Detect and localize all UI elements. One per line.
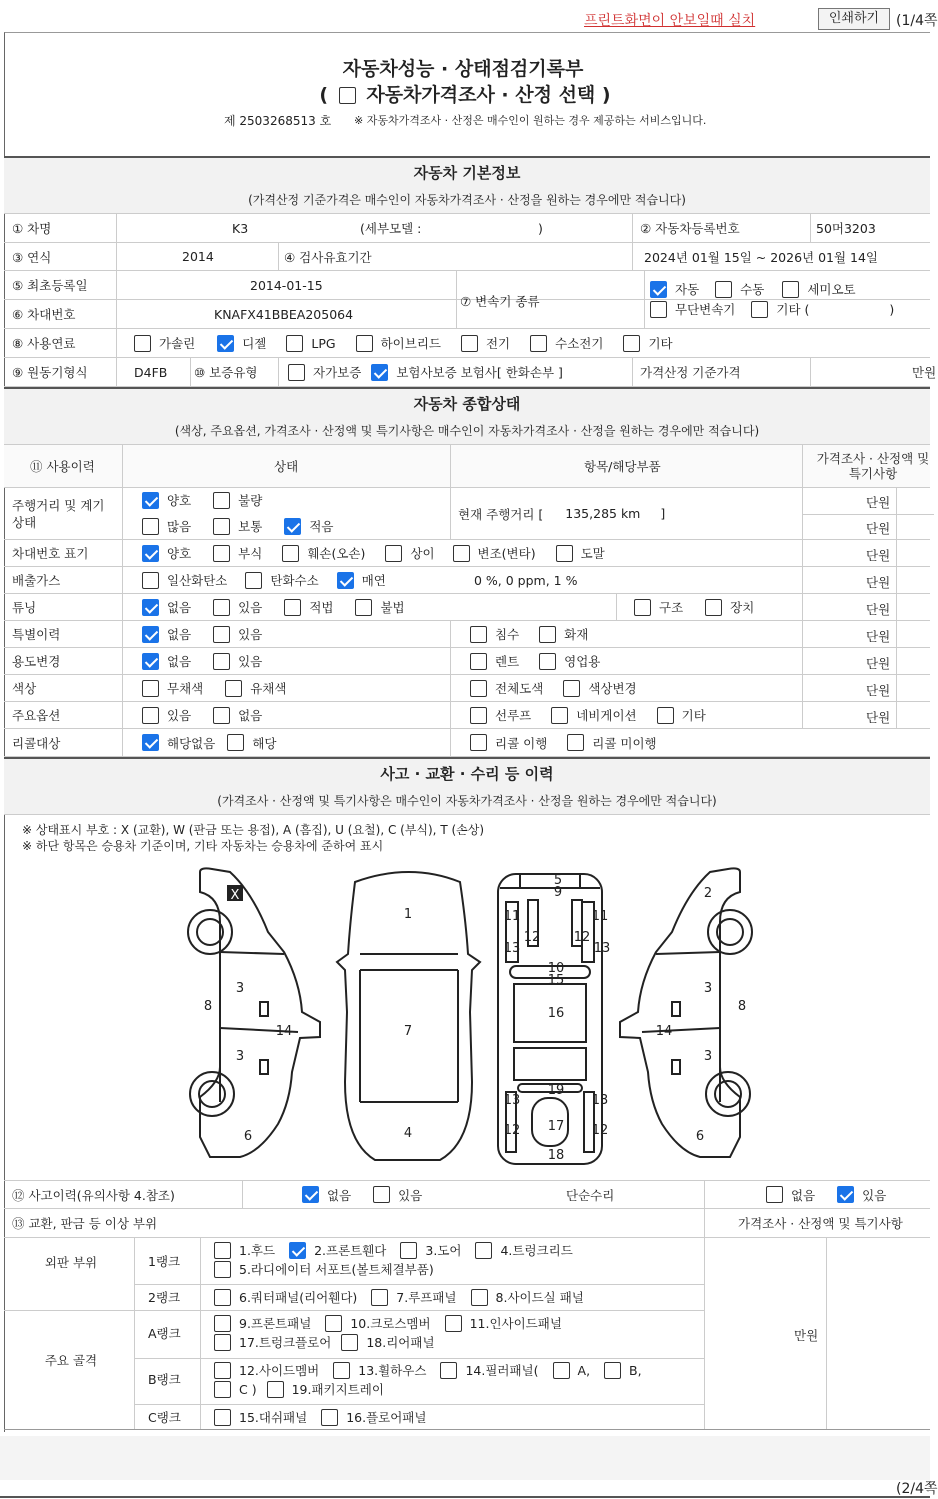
part-hood-checkbox[interactable] bbox=[214, 1242, 231, 1259]
fuel-hydrogen-checkbox[interactable] bbox=[530, 335, 547, 352]
basic-info-header: 자동차 기본정보 (가격산정 기준가격은 매수인이 자동차가격조사 · 산정을 원하는 경우에만 적습니다) bbox=[4, 156, 930, 214]
trans-auto-checkbox[interactable] bbox=[650, 281, 667, 298]
parts-header-row: ⑬ 교환, 판금 등 이상 부위 가격조사 · 산정액 및 특기사항 bbox=[4, 1209, 930, 1238]
next-page-indicator: (2/4쪽 bbox=[896, 1481, 938, 1497]
color-change-checkbox[interactable] bbox=[563, 680, 580, 697]
part-front-panel-checkbox[interactable] bbox=[214, 1315, 231, 1332]
svg-text:13: 13 bbox=[503, 941, 521, 956]
part-dash-panel-checkbox[interactable] bbox=[214, 1409, 231, 1426]
svg-text:15: 15 bbox=[547, 973, 565, 988]
emission-values: 0 %, 0 ppm, 1 % bbox=[474, 572, 578, 588]
part-door-checkbox[interactable] bbox=[400, 1242, 417, 1259]
tuning-yes-checkbox[interactable] bbox=[213, 599, 230, 616]
svg-text:11: 11 bbox=[503, 909, 521, 924]
svg-text:8: 8 bbox=[737, 999, 747, 1014]
option-yes-checkbox[interactable] bbox=[142, 707, 159, 724]
doc-title: 자동차성능 · 상태점검기록부 bbox=[342, 58, 584, 80]
parts-price-unit: 만원 bbox=[794, 1328, 819, 1343]
svg-text:6: 6 bbox=[243, 1129, 253, 1144]
mileage-low-checkbox[interactable] bbox=[284, 518, 301, 535]
basic-row-name: ① 차명 K3 (세부모델 : ) ② 자동차등록번호 50머3203 bbox=[4, 214, 930, 243]
model-year: 2014 bbox=[182, 249, 214, 264]
legend-line-2: ※ 하단 항목은 승용차 기준이며, 기타 자동차는 승용차에 준하여 표시 bbox=[22, 839, 384, 853]
purpose-rent-checkbox[interactable] bbox=[470, 653, 487, 670]
fuel-other-checkbox[interactable] bbox=[623, 335, 640, 352]
part-radiator-support-checkbox[interactable] bbox=[214, 1261, 231, 1278]
accident-none-checkbox[interactable] bbox=[302, 1186, 319, 1203]
page-gap bbox=[0, 1436, 930, 1480]
trans-cvt-checkbox[interactable] bbox=[650, 301, 667, 318]
tuning-device-checkbox[interactable] bbox=[705, 599, 722, 616]
svg-text:10: 10 bbox=[547, 961, 565, 976]
warranty-self-checkbox[interactable] bbox=[288, 364, 305, 381]
vin-altered-checkbox[interactable] bbox=[453, 545, 470, 562]
special-yes-checkbox[interactable] bbox=[213, 626, 230, 643]
svg-text:3: 3 bbox=[235, 981, 245, 996]
part-wheel-house-checkbox[interactable] bbox=[333, 1362, 350, 1379]
svg-text:1: 1 bbox=[403, 907, 413, 922]
recall-yes-checkbox[interactable] bbox=[227, 734, 244, 751]
gas-smoke-checkbox[interactable] bbox=[337, 572, 354, 589]
svg-text:14: 14 bbox=[655, 1024, 673, 1039]
vin-number: KNAFX41BBEA205064 bbox=[214, 306, 354, 322]
top-bar bbox=[0, 0, 938, 34]
simple-repair-yes-checkbox[interactable] bbox=[837, 1186, 854, 1203]
warranty-insurance-checkbox[interactable] bbox=[371, 364, 388, 381]
recall-done-checkbox[interactable] bbox=[470, 734, 487, 751]
part-pillar-panel-checkbox[interactable] bbox=[440, 1362, 457, 1379]
color-full-paint-checkbox[interactable] bbox=[470, 680, 487, 697]
gas-co-checkbox[interactable] bbox=[142, 572, 159, 589]
svg-text:19: 19 bbox=[547, 1083, 565, 1098]
part-trunk-lid-checkbox[interactable] bbox=[475, 1242, 492, 1259]
legend-line-1: ※ 상태표시 부호 : X (교환), W (판금 또는 용접), A (흠집), U (요철), C (부식), T (손상) bbox=[22, 823, 485, 837]
svg-text:X: X bbox=[230, 888, 240, 903]
purpose-yes-checkbox[interactable] bbox=[213, 653, 230, 670]
fuel-diesel-checkbox[interactable] bbox=[217, 335, 234, 352]
part-floor-panel-checkbox[interactable] bbox=[321, 1409, 338, 1426]
accident-header: 사고 · 교환 · 수리 등 이력 (가격조사 · 산정액 및 특기사항은 매수인이 자동차가격조사 · 산정을 원하는 경우에만 적습니다) bbox=[4, 757, 930, 815]
vin-good-checkbox[interactable] bbox=[142, 545, 159, 562]
part-package-tray-checkbox[interactable] bbox=[267, 1381, 284, 1398]
special-history-row: 특별이력 없음 있음 침수 화재 단원 bbox=[4, 621, 930, 648]
mileage-row: 주행거리 및 계기상태 양호 불량 많음 보통 적음 현재 주행거리 [ 135,285 km ] 단원 단원 bbox=[4, 488, 930, 540]
page-indicator: (1/4쪽 bbox=[896, 13, 938, 29]
svg-text:12: 12 bbox=[591, 1123, 609, 1138]
transmission-label: ⑦ 변속기 종류 bbox=[460, 294, 540, 309]
doc-number: 제 2503268513 호 bbox=[224, 114, 332, 128]
color-row: 색상 무채색 유채색 전체도색 색상변경 단원 bbox=[4, 675, 930, 702]
part-side-sill-checkbox[interactable] bbox=[471, 1289, 488, 1306]
print-help-link[interactable]: 프린트화면이 안보일때 실치 bbox=[584, 13, 756, 29]
basic-row-engine: ⑨ 원동기형식 D4FB ⑩ 보증유형 자가보증 보험사보증 보험사[ 한화손부 ] 가격산정 기준가격 만원 bbox=[4, 358, 930, 387]
mileage-good-checkbox[interactable] bbox=[142, 492, 159, 509]
fuel-electric-checkbox[interactable] bbox=[461, 335, 478, 352]
svg-text:3: 3 bbox=[703, 981, 713, 996]
doc-subtitle: ( 자동차가격조사 · 산정 선택 ) bbox=[319, 84, 611, 106]
subtitle-text: 자동차가격조사 · 산정 선택 bbox=[366, 84, 596, 106]
color-achromatic-checkbox[interactable] bbox=[142, 680, 159, 697]
doc-notice: ※ 자동차가격조사 · 산정은 매수인이 원하는 경우 제공하는 서비스입니다. bbox=[354, 114, 707, 127]
svg-text:6: 6 bbox=[695, 1129, 705, 1144]
print-button[interactable]: 인쇄하기 bbox=[818, 8, 890, 30]
special-none-checkbox[interactable] bbox=[142, 626, 159, 643]
vin-painted-checkbox[interactable] bbox=[556, 545, 573, 562]
basic-row-vin: ⑥ 차대번호 KNAFX41BBEA205064 bbox=[4, 300, 930, 329]
engine-type: D4FB bbox=[134, 364, 168, 380]
first-registration: 2014-01-15 bbox=[250, 277, 323, 293]
svg-text:5: 5 bbox=[553, 873, 563, 888]
part-rear-panel-checkbox[interactable] bbox=[341, 1334, 358, 1351]
gas-hc-checkbox[interactable] bbox=[245, 572, 262, 589]
part-pillar-b-checkbox[interactable] bbox=[604, 1362, 621, 1379]
svg-text:3: 3 bbox=[703, 1049, 713, 1064]
svg-text:12: 12 bbox=[573, 930, 591, 945]
svg-text:13: 13 bbox=[593, 941, 611, 956]
inspection-validity: 2024년 01월 15일 ~ 2026년 01월 14일 bbox=[644, 249, 879, 265]
svg-text:14: 14 bbox=[275, 1024, 293, 1039]
part-trunk-floor-checkbox[interactable] bbox=[214, 1334, 231, 1351]
color-chromatic-checkbox[interactable] bbox=[225, 680, 242, 697]
svg-text:8: 8 bbox=[203, 999, 213, 1014]
part-inside-panel-checkbox[interactable] bbox=[445, 1315, 462, 1332]
basic-row-year: ③ 연식 2014 ④ 검사유효기간 2024년 01월 15일 ~ 2026년 01월 14일 bbox=[4, 243, 930, 271]
svg-text:13: 13 bbox=[503, 1093, 521, 1108]
vin-mark-row: 차대번호 표기 양호 부식 훼손(오손) 상이 변조(변타) 도말 단원 bbox=[4, 540, 930, 567]
part-quarter-panel-checkbox[interactable] bbox=[214, 1289, 231, 1306]
emission-row: 배출가스 일산화탄소 탄화수소 매연 0 %, 0 ppm, 1 % 단원 bbox=[4, 567, 930, 594]
option-no-checkbox[interactable] bbox=[213, 707, 230, 724]
overall-status-header: 자동차 종합상태 (색상, 주요옵션, 가격조사 · 산정액 및 특기사항은 매수인이 자동차가격조사 · 산정을 원하는 경우에만 적습니다) bbox=[4, 387, 930, 445]
svg-text:18: 18 bbox=[547, 1148, 565, 1163]
vin-corrosion-checkbox[interactable] bbox=[213, 545, 230, 562]
fuel-gasoline-checkbox[interactable] bbox=[134, 335, 151, 352]
svg-text:3: 3 bbox=[235, 1049, 245, 1064]
svg-text:13: 13 bbox=[591, 1093, 609, 1108]
mileage-normal-checkbox[interactable] bbox=[213, 518, 230, 535]
car-name: K3 bbox=[232, 220, 249, 236]
fuel-lpg-checkbox[interactable] bbox=[286, 335, 303, 352]
part-pillar-c-checkbox[interactable] bbox=[214, 1381, 231, 1398]
accident-history-row: ⑫ 사고이력(유의사항 4.참조) 없음 있음 단순수리 없음 있음 bbox=[4, 1180, 930, 1209]
part-cross-member-checkbox[interactable] bbox=[325, 1315, 342, 1332]
reg-number: 50머3203 bbox=[816, 221, 876, 236]
vin-damage-checkbox[interactable] bbox=[282, 545, 299, 562]
car-right-side-view bbox=[620, 868, 752, 1157]
fuel-hybrid-checkbox[interactable] bbox=[356, 335, 373, 352]
transmission-row1: 자동 수동 세미오토 bbox=[650, 280, 856, 298]
recall-row: 리콜대상 해당없음 해당 리콜 이행 리콜 미이행 bbox=[4, 729, 930, 757]
tuning-illegal-checkbox[interactable] bbox=[355, 599, 372, 616]
tuning-structure-checkbox[interactable] bbox=[634, 599, 651, 616]
basic-row-fuel: ⑧ 사용연료 가솔린 디젤 LPG 하이브리드 전기 수소전기 기타 bbox=[4, 329, 930, 358]
tuning-none-checkbox[interactable] bbox=[142, 599, 159, 616]
trans-manual-checkbox[interactable] bbox=[715, 281, 732, 298]
svg-text:9: 9 bbox=[553, 885, 563, 900]
svg-text:17: 17 bbox=[547, 1119, 565, 1134]
svg-text:2: 2 bbox=[703, 886, 713, 901]
mileage-bad-checkbox[interactable] bbox=[213, 492, 230, 509]
option-sunroof-checkbox[interactable] bbox=[470, 707, 487, 724]
svg-text:7: 7 bbox=[403, 1024, 413, 1039]
special-fire-checkbox[interactable] bbox=[539, 626, 556, 643]
purpose-business-checkbox[interactable] bbox=[539, 653, 556, 670]
purpose-none-checkbox[interactable] bbox=[142, 653, 159, 670]
options-row: 주요옵션 있음 없음 선루프 네비게이션 기타 단원 bbox=[4, 702, 930, 729]
trans-other-checkbox[interactable] bbox=[751, 301, 768, 318]
svg-text:16: 16 bbox=[547, 1006, 565, 1021]
part-side-member-checkbox[interactable] bbox=[214, 1362, 231, 1379]
price-survey-checkbox[interactable] bbox=[339, 87, 356, 104]
part-roof-panel-checkbox[interactable] bbox=[371, 1289, 388, 1306]
part-pillar-a-checkbox[interactable] bbox=[553, 1362, 570, 1379]
parts-table: 외판 부위 주요 골격 1랭크 2랭크 A랭크 B랭크 C랭크 1.후드 2.프론트휀다 3.도어 4.트렁크리드 5.라디에이터 서포트(볼트체결부품) 6.쿼터패널(리어휀다) 7.루프패널 8.사이드실 패널 9.프론트패널 10.크로스멤버 11.인사이드패널 17.트렁크플로어 18.리어패널 12.사이드멤버 13.휠하우스 14.필러패널( A, B, C ) 19.패키지트레이 15.대쉬패널 16.플로어패널 만원 bbox=[4, 1238, 930, 1430]
trans-semiauto-checkbox[interactable] bbox=[782, 281, 799, 298]
option-navi-checkbox[interactable] bbox=[551, 707, 568, 724]
recall-none-checkbox[interactable] bbox=[142, 734, 159, 751]
svg-text:12: 12 bbox=[523, 930, 541, 945]
accident-yes-checkbox[interactable] bbox=[373, 1186, 390, 1203]
recall-notdone-checkbox[interactable] bbox=[567, 734, 584, 751]
svg-text:4: 4 bbox=[403, 1126, 413, 1141]
car-diagram bbox=[180, 862, 760, 1167]
vin-different-checkbox[interactable] bbox=[385, 545, 402, 562]
simple-repair-none-checkbox[interactable] bbox=[766, 1186, 783, 1203]
basic-row-first-reg: ⑤ 최초등록일 2014-01-15 bbox=[4, 271, 930, 300]
svg-text:12: 12 bbox=[503, 1123, 521, 1138]
transmission-row2: 무단변속기 기타 ( ) bbox=[650, 300, 894, 318]
tuning-row: 튜닝 없음 있음 적법 불법 구조 장치 단원 bbox=[4, 594, 930, 621]
mileage-value: 135,285 km bbox=[565, 506, 641, 521]
special-flood-checkbox[interactable] bbox=[470, 626, 487, 643]
option-other-checkbox[interactable] bbox=[657, 707, 674, 724]
part-front-fender-checkbox[interactable] bbox=[289, 1242, 306, 1259]
overall-col-header: ⑪ 사용이력 상태 항목/해당부품 가격조사 · 산정액 및 특기사항 bbox=[4, 445, 930, 488]
svg-text:11: 11 bbox=[591, 909, 609, 924]
mileage-high-checkbox[interactable] bbox=[142, 518, 159, 535]
purpose-change-row: 용도변경 없음 있음 렌트 영업용 단원 bbox=[4, 648, 930, 675]
tuning-legal-checkbox[interactable] bbox=[284, 599, 301, 616]
